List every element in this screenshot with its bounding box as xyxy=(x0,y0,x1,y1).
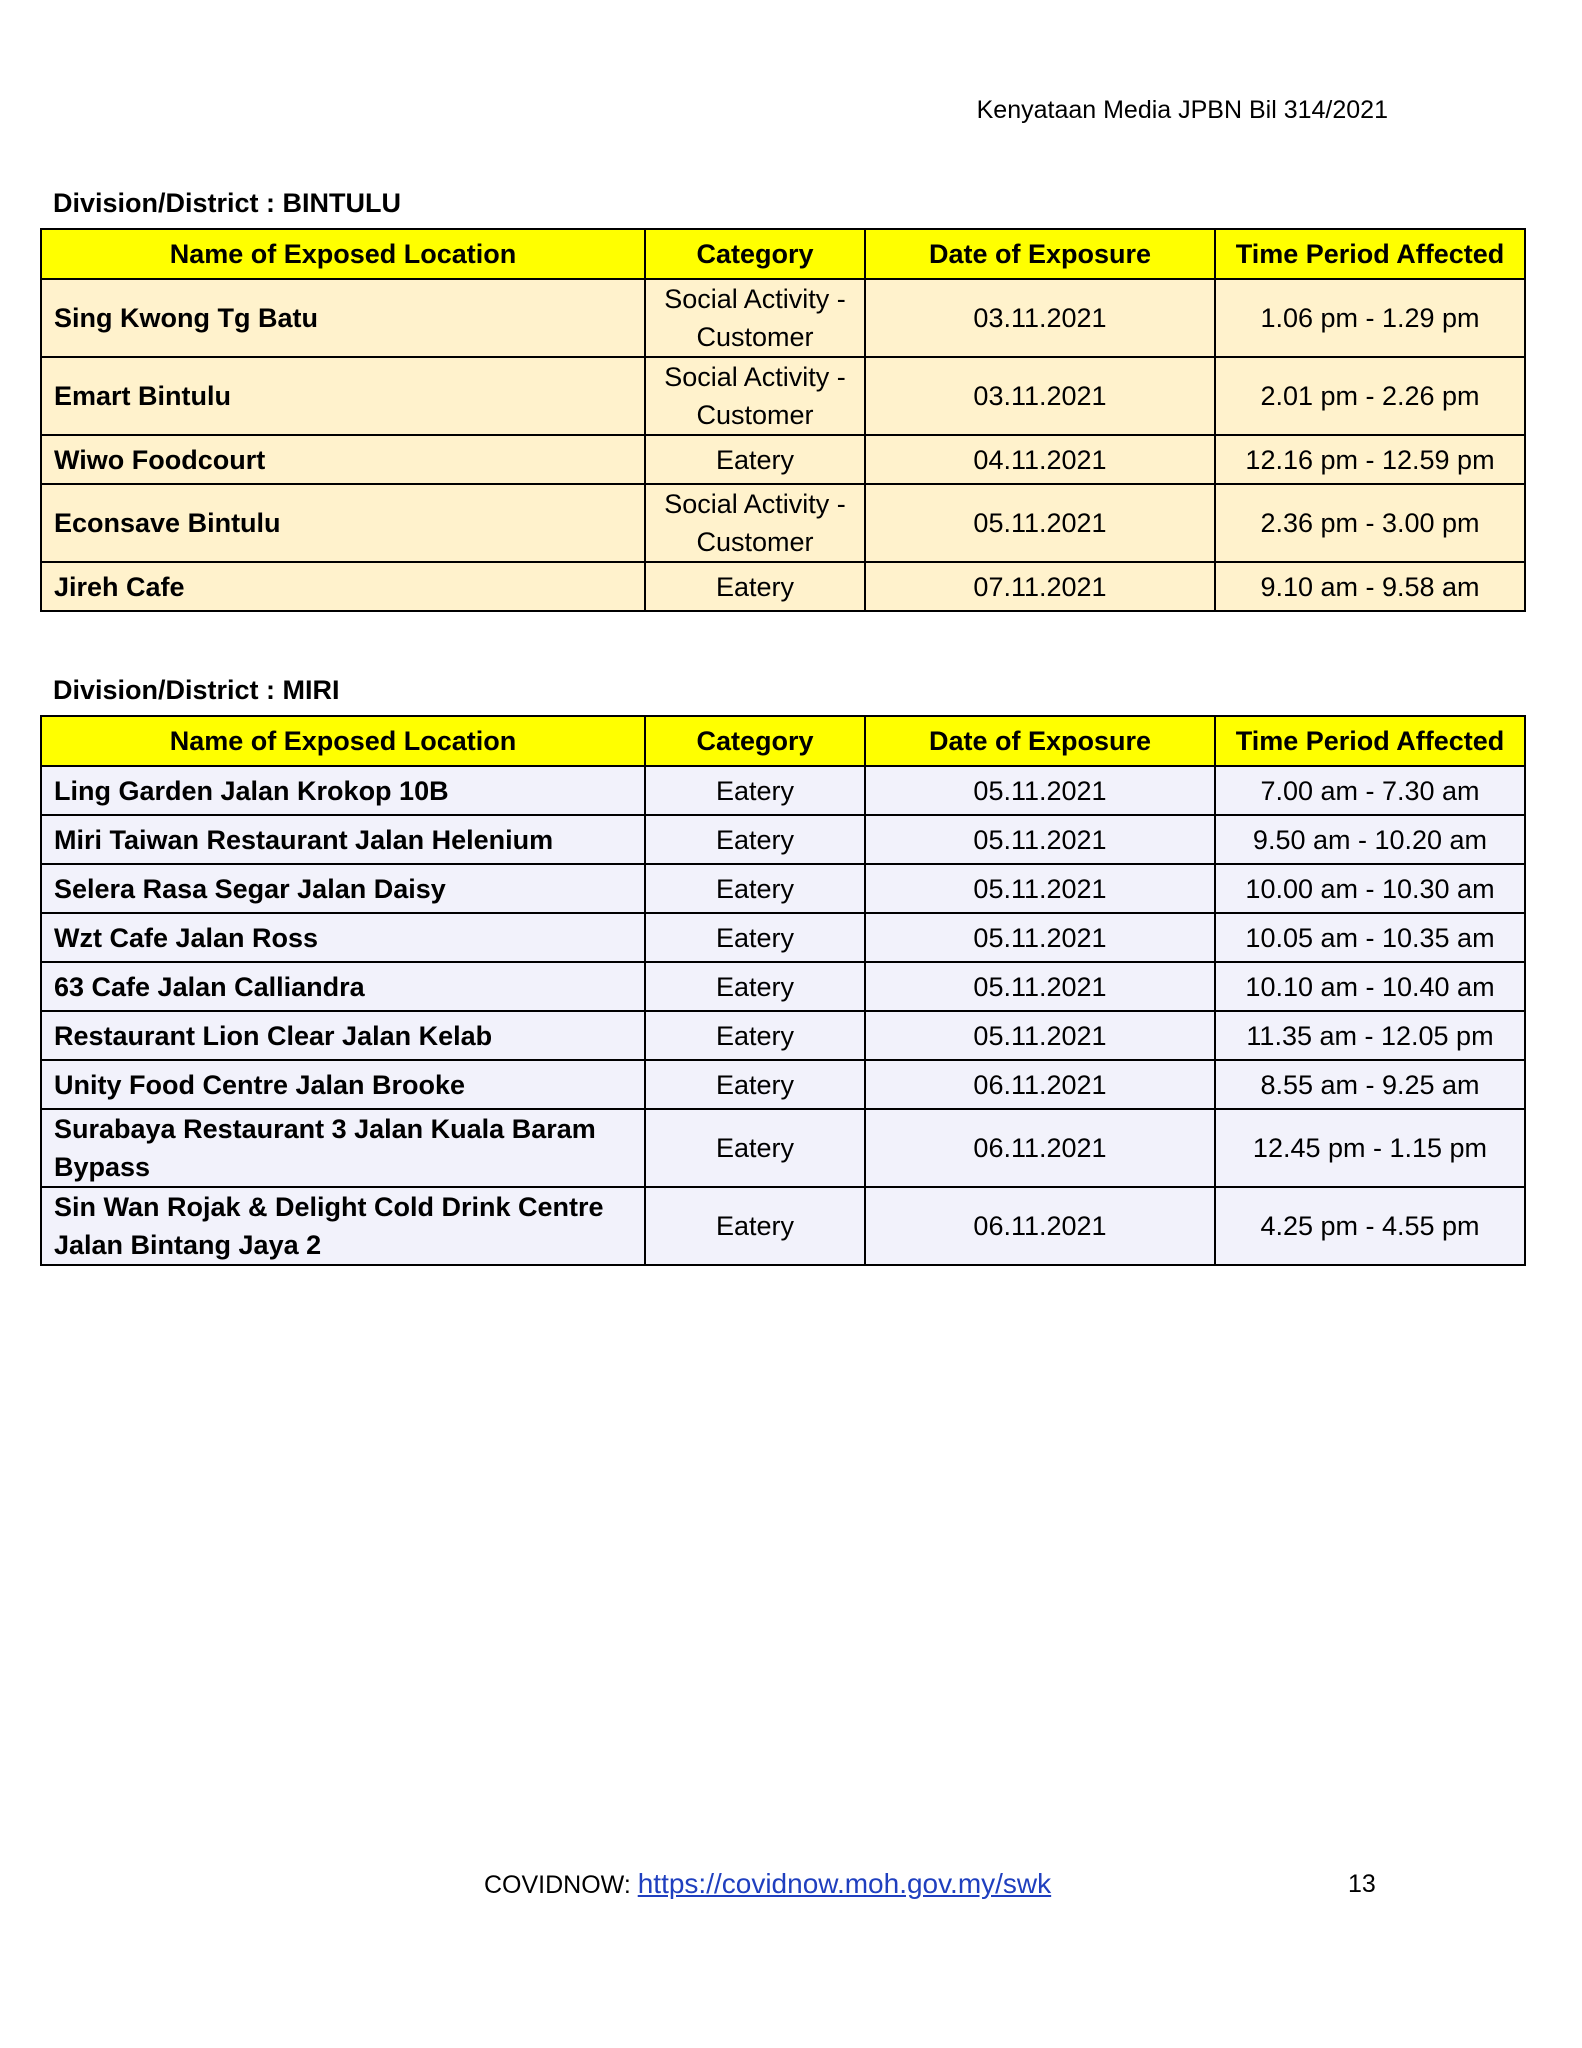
time-cell: 2.36 pm - 3.00 pm xyxy=(1215,484,1525,562)
date-cell: 05.11.2021 xyxy=(865,1011,1215,1060)
time-cell: 12.45 pm - 1.15 pm xyxy=(1215,1109,1525,1187)
location-cell: Miri Taiwan Restaurant Jalan Helenium xyxy=(41,815,645,864)
column-header-date: Date of Exposure xyxy=(865,229,1215,279)
location-cell: Selera Rasa Segar Jalan Daisy xyxy=(41,864,645,913)
footer-label: COVIDNOW: xyxy=(484,1871,638,1899)
table-header-row xyxy=(41,716,1525,766)
time-cell: 12.16 pm - 12.59 pm xyxy=(1215,435,1525,484)
category-cell: Eatery xyxy=(645,962,865,1011)
date-cell: 06.11.2021 xyxy=(865,1187,1215,1265)
time-cell: 1.06 pm - 1.29 pm xyxy=(1215,279,1525,357)
bintulu-table xyxy=(40,228,1526,612)
time-cell: 8.55 am - 9.25 am xyxy=(1215,1060,1525,1109)
category-cell: Eatery xyxy=(645,1109,865,1187)
column-header-category: Category xyxy=(645,716,865,766)
covidnow-link[interactable]: https://covidnow.moh.gov.my/swk xyxy=(637,1868,1052,1899)
date-cell: 06.11.2021 xyxy=(865,1109,1215,1187)
time-cell: 9.10 am - 9.58 am xyxy=(1215,562,1525,611)
time-cell: 10.05 am - 10.35 am xyxy=(1215,913,1525,962)
category-cell: Eatery xyxy=(645,435,865,484)
table-row xyxy=(41,864,1525,913)
location-cell: Econsave Bintulu xyxy=(41,484,645,562)
column-header-location: Name of Exposed Location xyxy=(41,716,645,766)
date-cell: 05.11.2021 xyxy=(865,913,1215,962)
category-cell: Eatery xyxy=(645,1060,865,1109)
category-cell: Eatery xyxy=(645,562,865,611)
time-cell: 10.00 am - 10.30 am xyxy=(1215,864,1525,913)
location-cell: Restaurant Lion Clear Jalan Kelab xyxy=(41,1011,645,1060)
location-cell: Wzt Cafe Jalan Ross xyxy=(41,913,645,962)
category-cell: Eatery xyxy=(645,913,865,962)
location-cell: Jireh Cafe xyxy=(41,562,645,611)
date-cell: 05.11.2021 xyxy=(865,484,1215,562)
table-row xyxy=(41,1109,1525,1187)
date-cell: 05.11.2021 xyxy=(865,962,1215,1011)
table-row xyxy=(41,279,1525,357)
table-row xyxy=(41,1011,1525,1060)
column-header-time: Time Period Affected xyxy=(1215,716,1525,766)
bintulu-title: Division/District : BINTULU xyxy=(53,188,402,218)
page-number: 13 xyxy=(1348,1870,1376,1898)
location-cell: Sing Kwong Tg Batu xyxy=(41,279,645,357)
miri-title: Division/District : MIRI xyxy=(53,675,340,705)
bintulu-section xyxy=(40,186,1524,612)
table-row xyxy=(41,815,1525,864)
column-header-category: Category xyxy=(645,229,865,279)
date-cell: 03.11.2021 xyxy=(865,279,1215,357)
miri-table xyxy=(40,715,1526,1266)
miri-section xyxy=(40,673,1524,1266)
time-cell: 7.00 am - 7.30 am xyxy=(1215,766,1525,815)
date-cell: 05.11.2021 xyxy=(865,864,1215,913)
location-cell: Wiwo Foodcourt xyxy=(41,435,645,484)
table-row xyxy=(41,962,1525,1011)
table-row xyxy=(41,1187,1525,1265)
date-cell: 05.11.2021 xyxy=(865,766,1215,815)
time-cell: 11.35 am - 12.05 pm xyxy=(1215,1011,1525,1060)
location-cell: Sin Wan Rojak & Delight Cold Drink Centre Jalan Bintang Jaya 2 xyxy=(41,1187,645,1265)
table-row xyxy=(41,435,1525,484)
category-cell: Eatery xyxy=(645,1187,865,1265)
category-cell: Social Activity - Customer xyxy=(645,357,865,435)
date-cell: 06.11.2021 xyxy=(865,1060,1215,1109)
column-header-date: Date of Exposure xyxy=(865,716,1215,766)
category-cell: Eatery xyxy=(645,1011,865,1060)
table-row xyxy=(41,484,1525,562)
location-cell: Ling Garden Jalan Krokop 10B xyxy=(41,766,645,815)
date-cell: 05.11.2021 xyxy=(865,815,1215,864)
time-cell: 4.25 pm - 4.55 pm xyxy=(1215,1187,1525,1265)
column-header-time: Time Period Affected xyxy=(1215,229,1525,279)
table-row xyxy=(41,1060,1525,1109)
time-cell: 2.01 pm - 2.26 pm xyxy=(1215,357,1525,435)
category-cell: Eatery xyxy=(645,815,865,864)
table-row xyxy=(41,766,1525,815)
location-cell: Unity Food Centre Jalan Brooke xyxy=(41,1060,645,1109)
table-row xyxy=(41,562,1525,611)
column-header-location: Name of Exposed Location xyxy=(41,229,645,279)
date-cell: 04.11.2021 xyxy=(865,435,1215,484)
category-cell: Eatery xyxy=(645,766,865,815)
table-header-row xyxy=(41,229,1525,279)
date-cell: 03.11.2021 xyxy=(865,357,1215,435)
category-cell: Eatery xyxy=(645,864,865,913)
location-cell: Emart Bintulu xyxy=(41,357,645,435)
category-cell: Social Activity - Customer xyxy=(645,279,865,357)
footer xyxy=(484,1868,1051,1900)
date-cell: 07.11.2021 xyxy=(865,562,1215,611)
category-cell: Social Activity - Customer xyxy=(645,484,865,562)
table-row xyxy=(41,913,1525,962)
time-cell: 10.10 am - 10.40 am xyxy=(1215,962,1525,1011)
document-reference: Kenyataan Media JPBN Bil 314/2021 xyxy=(976,96,1388,124)
time-cell: 9.50 am - 10.20 am xyxy=(1215,815,1525,864)
table-row xyxy=(41,357,1525,435)
location-cell: 63 Cafe Jalan Calliandra xyxy=(41,962,645,1011)
location-cell: Surabaya Restaurant 3 Jalan Kuala Baram Bypass xyxy=(41,1109,645,1187)
